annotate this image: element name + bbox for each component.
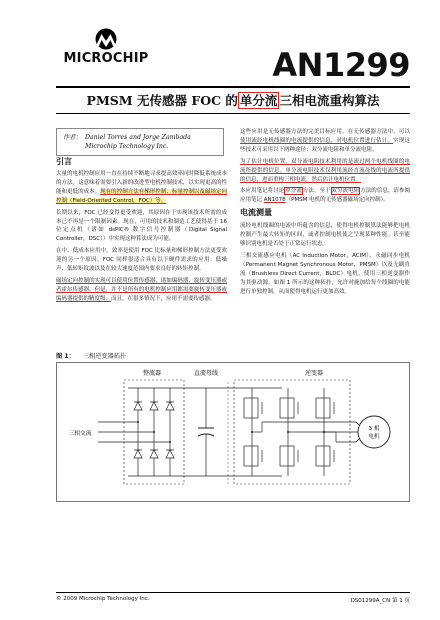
authors-label: 作者： [63,134,82,141]
control-methods-highlight: 现有的控制方法有梯形控制、标量控制以及磁场定向控制（Field-Oriented Control，FOC）等。 [56,188,227,204]
ac-input [68,421,171,443]
title-part-2: 三相电流重构算法 [279,93,380,108]
intro-paragraph-3: 在中、低成本应用中，效率是使用 FOC 比标量和梯形控制方法更受欢迎的另一个原因。FOC 同样很适合具有以下硬件需求的应用：低噪声、低转矩纹波以及在较大速度范围内要求良好的转矩控制。 [56,248,227,273]
title-rule-bottom [56,113,410,114]
inverter-label: 逆变器 [304,370,324,377]
intro-paragraph-2: 长期以来，FOC 已经变得更受欢迎，其原因在于实现该技术所需的成本已不再是一个限制因素。现在，可用的技术和制造工艺使得基于 16 位定点机（诸如 dsPIC® 数字信号控制器（Digital Signal Controller，DSC））中实现这种算法成为可能。 [56,209,227,243]
figure-caption [56,351,126,360]
footer-page-number: DS01299A_CN 第 1 页 [350,598,410,604]
author-company: Microchip Technology Inc. [85,143,169,150]
single-shunt-box: 单分流 [285,188,302,195]
motor-label-2: 电机 [368,434,380,440]
right-paragraph-3: 本应用笔记将讨论单分流方法。至于双分流电阻方法的信息，请参阅应用笔记 AN1078（PMSM 电机的无传感器磁场定向控制）。 [240,188,410,204]
right-paragraph-1: 这些应用是无传感器方法的完美目标应用。在无传感器方法中，可以使用流经电机线圈的电流提供的信息，对电机位置进行估计。实现这些技术可采用以下两种途径：双分流电阻和单分流电阻。 [240,129,410,153]
title-highlight: 单分流 [239,93,278,108]
dual-shunt-box: 双分流电阻 [331,188,360,195]
author-names: Daniel Torres and Jorge Zambada [85,134,191,141]
rectifier-section [124,369,184,484]
footer-rule [56,592,410,593]
figure-title: 三相逆变器拓扑 [82,353,127,360]
microchip-logo-icon [91,28,121,50]
sensor-highlight: 磁场定向控制的实现可以使用位置传感器，诸如编码器、旋转变压器或者霍尔传感器。但是，并不是所有的电机控制应用都需要旋转变压器或编码器提供的精度级； [56,277,227,302]
brand-logo [56,28,156,66]
dc-bus-section [180,369,282,484]
left-column [56,170,227,307]
figure-label: 图 1： [56,353,75,360]
current-measurement-heading: 电流测量 [240,208,272,218]
rectifier-label: 整流器 [142,370,162,377]
title-rule-top [56,86,410,88]
right-paragraph-2: 为了估计电机位置，双分流电阻技术利用的是流过两个电机线圈的电流所提供的信息。单分流电阻技术仅利用流经直流母线的电流所提供的信息，进而重构三相电流，然后估计电机位置。 [240,158,410,183]
inverter-section [234,369,356,484]
title-part-1: PMSM 无传感器 FOC 的 [86,93,238,108]
motor-label-1: 3 相 [368,426,380,432]
intro-paragraph-1: 大量的电机控制应用一直在持续不断地寻求提高效率同时降低系统成本的方法。这意味着需要引入新的改进型电机控制技术，以实现更高的性能和更低的成本。现有的控制方法有梯形控制、标量控制以及磁场定向控制（Field-Oriented Control，FOC）等。 [56,171,227,204]
an1078-link[interactable]: AN1078 [263,197,286,204]
document-number: AN1299 [272,46,410,84]
footer-copyright: © 2009 Microchip Technology Inc. [56,596,150,602]
intro-heading: 引言 [56,157,72,166]
brand-name: MICROCHIP [63,51,149,66]
dc-bus-label: 直流母线 [193,370,219,377]
right-column [240,128,410,299]
authors-box [56,128,224,156]
position-estimate-highlight: 使用流经电机线圈的电流提供的信息，对电机位置进行估计。 [240,137,394,144]
motor-icon [358,416,390,448]
inverter-diagram [56,362,410,502]
ac-input-label: 三相交流 [68,431,92,437]
motor [356,416,390,448]
intro-paragraph-4: 磁场定向控制的实现可以使用位置传感器，诸如编码器、旋转变压器或者霍尔传感器。但是，并不是所有的电机控制应用都需要旋转变压器或编码器提供的精度级；而且，在很多情况下，应用不需要传感器。 [56,277,227,302]
page-title [56,90,410,112]
right-paragraph-5: 三相交流感应电机（AC Induction Motor，ACIM）、永磁同步电机（Permanent Magnet Synchronous Motor，PMSM）以及无刷直流（Brushless Direct Current，BLDC）电机，使用三相逆变器作为其驱动源。如图 1 所示的这种拓扑，允许对施加给每个线圈的电能进行单独控制，从而使得电机运行更加高效。 [240,252,410,295]
right-paragraph-4: 流经电机线圈的电流中所蕴含的信息，使得电机控制算法能够把电机控制产生最大转矩的区间，或者控制电机使之呈现某种性能。甚至能够识别电机是否处于正常运行状态。 [240,223,410,247]
